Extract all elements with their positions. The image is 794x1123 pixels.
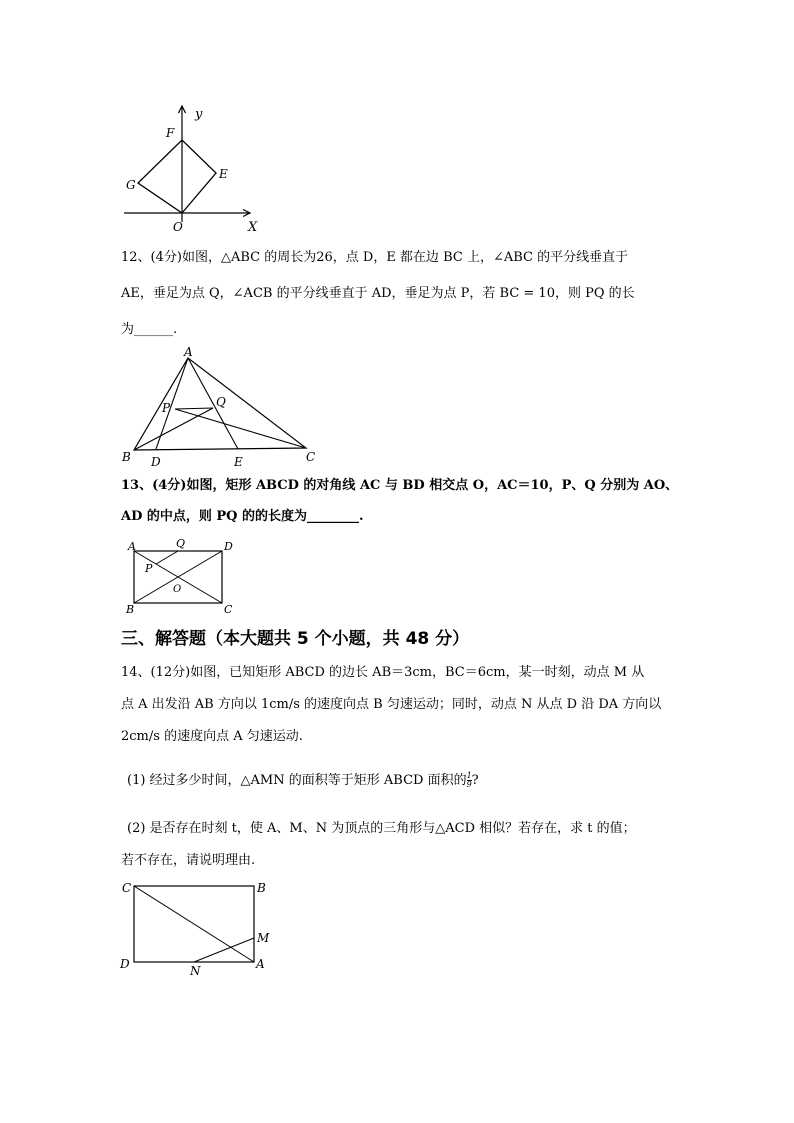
q13-line1: 13、(4分)如图，矩形 ABCD 的对角线 AC 与 BD 相交点 O，AC＝10，P、Q 分别为 AO、 — [121, 478, 679, 493]
label-c: C — [306, 450, 316, 464]
label-p: P — [162, 401, 171, 415]
label-n: N — [190, 964, 201, 978]
q14-part1-text: (1) 经过多少时间，△AMN 的面积等于矩形 ABCD 面积的 — [127, 773, 467, 788]
label-a: A — [256, 957, 265, 971]
square-efgo — [138, 140, 216, 213]
label-d: D — [224, 540, 233, 553]
diagonal-ca — [134, 886, 254, 962]
label-b: B — [122, 450, 131, 464]
segment-mn — [194, 938, 254, 962]
q12-line1: 12、(4分)如图，△ABC 的周长为26，点 D，E 都在边 BC 上，∠ABC 的平分线垂直于 — [121, 250, 629, 265]
figure-coordinate-square — [118, 100, 268, 235]
q14-part2-line1: (2) 是否存在时刻 t，使 A、M、N 为顶点的三角形与△ACD 相似？若存在，求 t 的值； — [127, 821, 636, 836]
segment-ae — [188, 358, 238, 449]
segment-pq — [175, 408, 213, 409]
label-a: A — [184, 345, 193, 359]
label-q: Q — [216, 395, 226, 409]
label-f: F — [166, 126, 175, 140]
q12-line2: AE，垂足为点 Q，∠ACB 的平分线垂直于 AD，垂足为点 P，若 BC = 10，则 PQ 的长 — [121, 286, 635, 301]
bisector-c — [175, 409, 306, 448]
figure-triangle-abc — [118, 344, 328, 472]
label-d: D — [120, 957, 130, 971]
fraction-denominator: 9 — [466, 780, 472, 789]
q14-part1-end: ? — [471, 773, 479, 788]
fraction-numerator: 1 — [466, 771, 472, 780]
label-e: E — [234, 455, 243, 469]
q14-line3: 2cm/s 的速度向点 A 匀速运动. — [121, 729, 303, 744]
label-b: B — [126, 603, 135, 616]
q13-line2: AD 的中点，则 PQ 的的长度为________. — [121, 509, 364, 524]
segment-pq — [156, 551, 178, 564]
label-a: A — [128, 540, 136, 553]
q14-line2: 点 A 出发沿 AB 方向以 1cm/s 的速度向点 B 匀速运动；同时，动点 N 从点 D 沿 DA 方向以 — [121, 697, 662, 712]
label-c: C — [122, 881, 132, 895]
label-m: M — [257, 931, 270, 945]
label-b: B — [257, 881, 266, 895]
label-e: E — [219, 167, 228, 181]
label-c: C — [224, 603, 233, 616]
label-y: y — [195, 107, 203, 122]
label-d: D — [151, 455, 161, 469]
q14-part1 — [127, 772, 479, 790]
label-o: O — [173, 584, 182, 595]
label-o: O — [173, 220, 183, 234]
label-g: G — [126, 178, 136, 192]
section-heading: 三、解答题（本大题共 5 个小题，共 48 分） — [121, 629, 470, 649]
q14-line1: 14、(12分)如图，已知矩形 ABCD 的边长 AB＝3cm，BC＝6cm，某一时刻，动点 M 从 — [121, 665, 645, 680]
q14-part2-line2: 若不存在，请说明理由. — [121, 853, 256, 868]
label-q: Q — [176, 537, 186, 550]
label-x: X — [248, 220, 258, 235]
q12-line3: 为______. — [121, 322, 178, 337]
label-p: P — [145, 562, 153, 575]
figure-rectangle-cbad — [116, 876, 276, 978]
figure-rectangle-abcd — [118, 535, 248, 617]
